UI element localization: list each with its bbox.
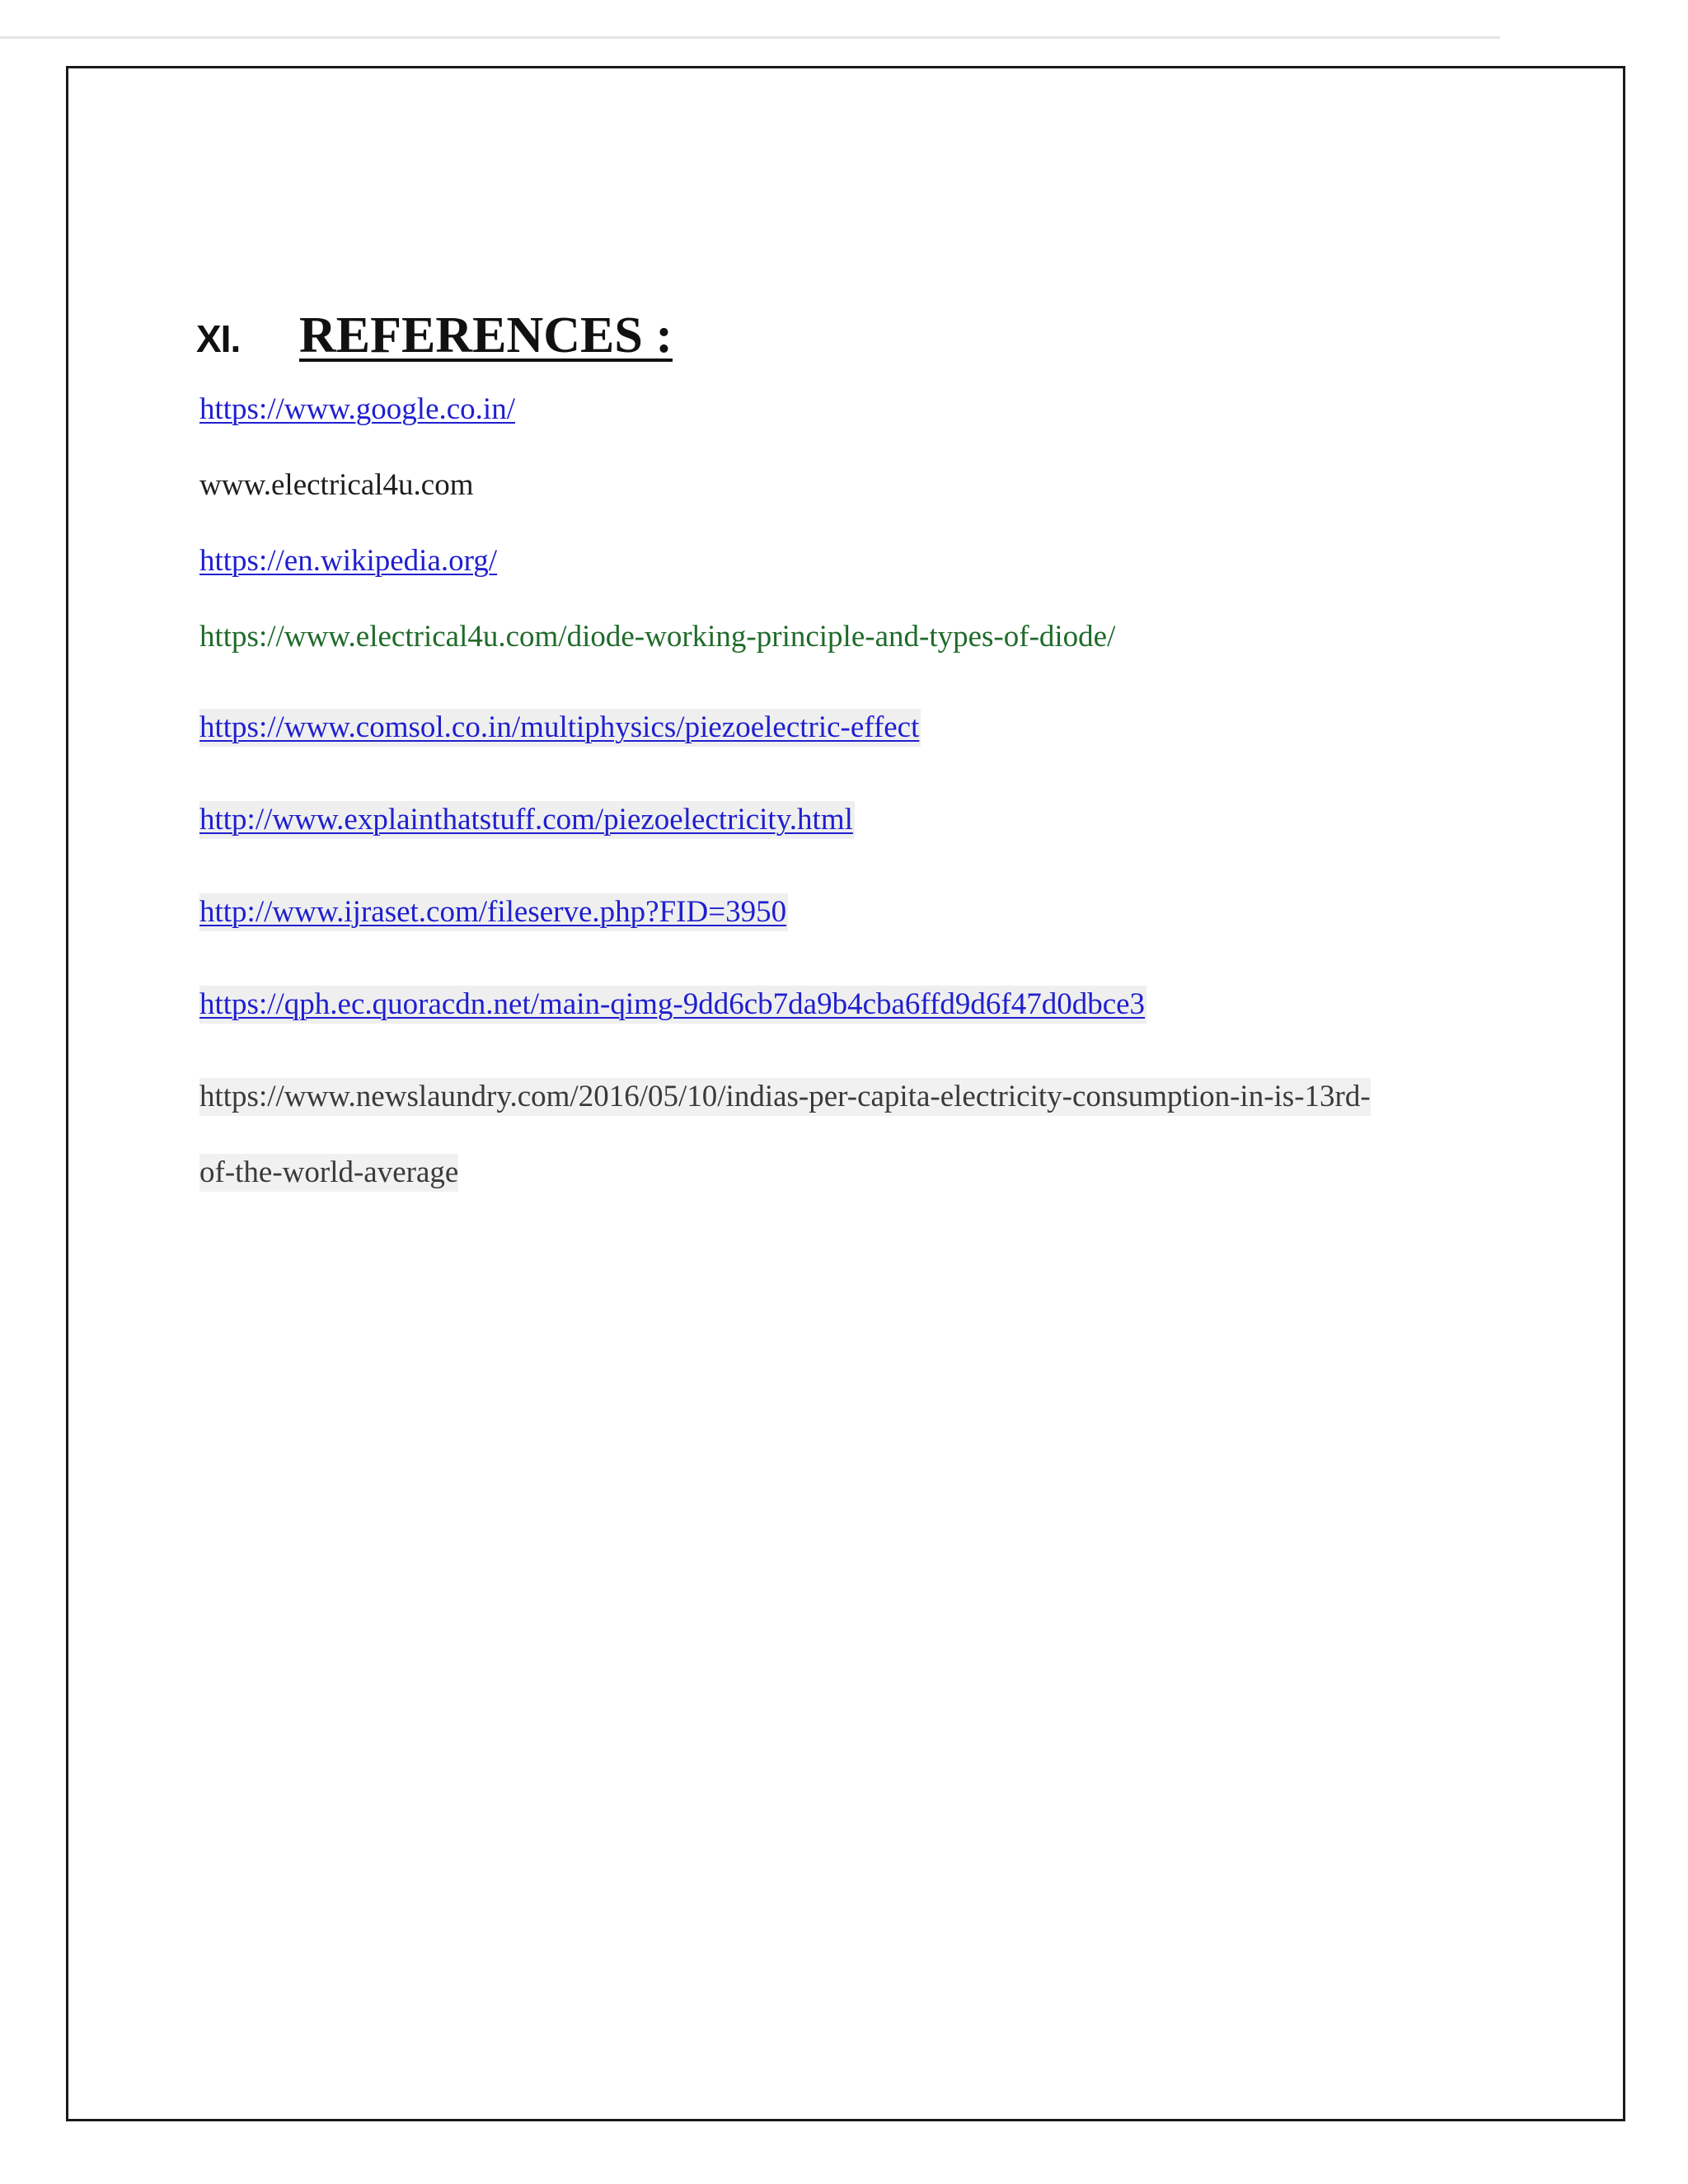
- reference-electrical4u-diode: https://www.electrical4u.com/diode-working-principle-and-types-of-diode/: [199, 620, 1116, 654]
- reference-wikipedia[interactable]: https://en.wikipedia.org/: [199, 544, 498, 578]
- section-number: XI.: [196, 317, 241, 360]
- reference-explainthatstuff[interactable]: http://www.explainthatstuff.com/piezoelectricity.html: [199, 801, 855, 839]
- reference-comsol[interactable]: https://www.comsol.co.in/multiphysics/piezoelectric-effect: [199, 709, 921, 747]
- reference-quoracdn[interactable]: https://qph.ec.quoracdn.net/main-qimg-9dd6cb7da9b4cba6ffd9d6f47d0dbce3: [199, 986, 1146, 1024]
- reference-newslaundry-line2: of-the-world-average: [199, 1154, 458, 1192]
- section-title: REFERENCES :: [299, 307, 673, 363]
- section-heading: [196, 307, 673, 365]
- top-rule: [0, 36, 1500, 39]
- reference-ijraset[interactable]: http://www.ijraset.com/fileserve.php?FID=3950: [199, 893, 788, 931]
- reference-newslaundry-line1: https://www.newslaundry.com/2016/05/10/indias-per-capita-electricity-consumption-in-is-13rd-: [199, 1078, 1371, 1116]
- reference-electrical4u: www.electrical4u.com: [199, 468, 474, 502]
- reference-google[interactable]: https://www.google.co.in/: [199, 392, 515, 426]
